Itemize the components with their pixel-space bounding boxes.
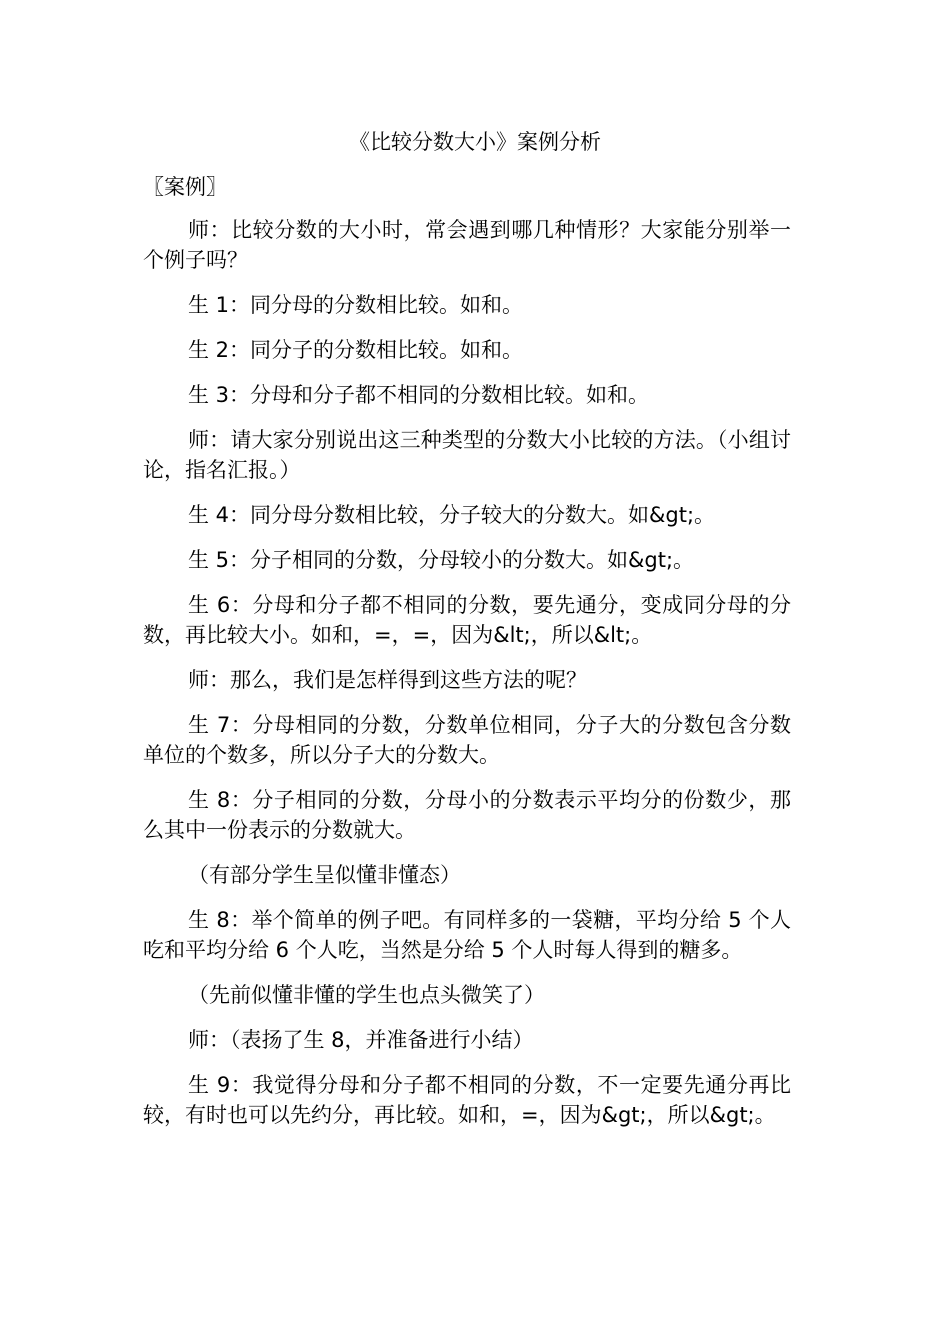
paragraph-teacher-question: 师：比较分数的大小时，常会遇到哪几种情形？大家能分别举一个例子吗？: [143, 218, 791, 272]
paragraph-student-9: 生 9：我觉得分母和分子都不相同的分数，不一定要先通分再比较，有时也可以先约分，再比较。如和，=，因为&gt;，所以&gt;。: [143, 1073, 791, 1127]
section-heading-case: 〖案例〗: [143, 175, 227, 199]
paragraph-student-2: 生 2：同分子的分数相比较。如和。: [188, 338, 524, 362]
paragraph-student-5: 生 5：分子相同的分数，分母较小的分数大。如&gt;。: [188, 548, 695, 572]
paragraph-note-confused: （有部分学生呈似懂非懂态）: [188, 863, 461, 887]
paragraph-student-3: 生 3：分母和分子都不相同的分数相比较。如和。: [188, 383, 650, 407]
paragraph-teacher-how: 师：那么，我们是怎样得到这些方法的呢？: [188, 668, 587, 692]
paragraph-student-6: 生 6：分母和分子都不相同的分数，要先通分，变成同分母的分数，再比较大小。如和，=，=，因为&lt;，所以&lt;。: [143, 593, 791, 647]
paragraph-student-8: 生 8：分子相同的分数，分母小的分数表示平均分的份数少，那么其中一份表示的分数就大。: [143, 788, 791, 842]
document-title: 《比较分数大小》案例分析: [349, 130, 601, 154]
paragraph-student-8-example: 生 8：举个简单的例子吧。有同样多的一袋糖，平均分给 5 个人吃和平均分给 6 个人吃，当然是分给 5 个人时每人得到的糖多。: [143, 908, 791, 962]
document-body: [143, 215, 791, 1145]
paragraph-student-4: 生 4：同分母分数相比较，分子较大的分数大。如&gt;。: [188, 503, 716, 527]
paragraph-student-1: 生 1：同分母的分数相比较。如和。: [188, 293, 524, 317]
paragraph-student-7: 生 7：分母相同的分数，分数单位相同，分子大的分数包含分数单位的个数多，所以分子大的分数大。: [143, 713, 791, 767]
paragraph-note-smile: （先前似懂非懂的学生也点头微笑了）: [188, 983, 545, 1007]
paragraph-teacher-methods: 师：请大家分别说出这三种类型的分数大小比较的方法。（小组讨论，指名汇报。）: [143, 428, 791, 482]
paragraph-teacher-praise: 师：（表扬了生 8，并准备进行小结）: [188, 1028, 534, 1052]
